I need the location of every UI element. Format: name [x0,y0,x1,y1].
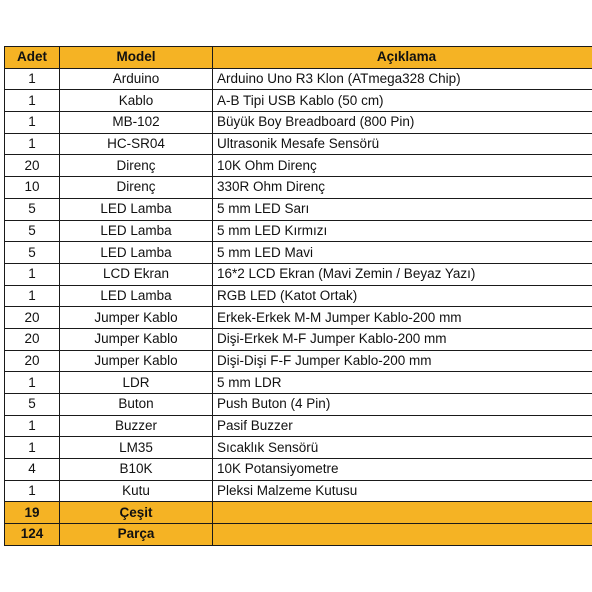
qty-cell: 10 [5,177,60,199]
parts-list-table [4,46,592,546]
table-row [5,328,592,350]
qty-cell: 5 [5,394,60,416]
table-row [5,112,592,134]
model-cell: Direnç [60,155,213,177]
table-row [5,242,592,264]
description-cell: Arduino Uno R3 Klon (ATmega328 Chip) [213,68,592,90]
qty-cell: 5 [5,242,60,264]
qty-cell: 20 [5,350,60,372]
model-cell: Direnç [60,177,213,199]
table-row [5,198,592,220]
model-cell: Kablo [60,90,213,112]
model-cell: Buzzer [60,415,213,437]
table-row [5,459,592,481]
total-qty-cell: 19 [5,502,60,524]
model-cell: Jumper Kablo [60,350,213,372]
description-cell: 5 mm LED Mavi [213,242,592,264]
total-row-pieces [5,524,592,546]
table-row [5,350,592,372]
model-cell: LED Lamba [60,220,213,242]
total-row-variety [5,502,592,524]
total-label-cell: Çeşit [60,502,213,524]
table-row [5,155,592,177]
qty-cell: 1 [5,133,60,155]
description-cell: Dişi-Erkek M-F Jumper Kablo-200 mm [213,328,592,350]
description-cell: Ultrasonik Mesafe Sensörü [213,133,592,155]
table-row [5,263,592,285]
model-cell: LCD Ekran [60,263,213,285]
table-row [5,285,592,307]
description-cell: Pleksi Malzeme Kutusu [213,480,592,502]
header-description: Açıklama [213,47,592,69]
total-blank-cell [213,524,592,546]
qty-cell: 1 [5,90,60,112]
total-qty-cell: 124 [5,524,60,546]
qty-cell: 20 [5,155,60,177]
description-cell: 5 mm LED Kırmızı [213,220,592,242]
description-cell: Sıcaklık Sensörü [213,437,592,459]
table-row [5,68,592,90]
model-cell: Buton [60,394,213,416]
table-row [5,394,592,416]
description-cell: 16*2 LCD Ekran (Mavi Zemin / Beyaz Yazı) [213,263,592,285]
qty-cell: 1 [5,372,60,394]
qty-cell: 5 [5,220,60,242]
model-cell: LDR [60,372,213,394]
qty-cell: 20 [5,307,60,329]
table-row [5,415,592,437]
model-cell: Jumper Kablo [60,307,213,329]
qty-cell: 1 [5,415,60,437]
model-cell: Kutu [60,480,213,502]
model-cell: Arduino [60,68,213,90]
model-cell: MB-102 [60,112,213,134]
table-row [5,480,592,502]
description-cell: 5 mm LDR [213,372,592,394]
table-row [5,90,592,112]
qty-cell: 1 [5,480,60,502]
table-row [5,307,592,329]
qty-cell: 1 [5,68,60,90]
description-cell: A-B Tipi USB Kablo (50 cm) [213,90,592,112]
model-cell: Jumper Kablo [60,328,213,350]
qty-cell: 1 [5,263,60,285]
qty-cell: 4 [5,459,60,481]
total-label-cell: Parça [60,524,213,546]
description-cell: 330R Ohm Direnç [213,177,592,199]
qty-cell: 20 [5,328,60,350]
model-cell: LED Lamba [60,242,213,264]
description-cell: Dişi-Dişi F-F Jumper Kablo-200 mm [213,350,592,372]
header-qty: Adet [5,47,60,69]
table-row [5,372,592,394]
model-cell: LED Lamba [60,285,213,307]
qty-cell: 1 [5,112,60,134]
table-row [5,220,592,242]
table-header-row [5,47,592,69]
header-model: Model [60,47,213,69]
model-cell: HC-SR04 [60,133,213,155]
table-row [5,177,592,199]
total-blank-cell [213,502,592,524]
description-cell: Pasif Buzzer [213,415,592,437]
model-cell: LED Lamba [60,198,213,220]
description-cell: Push Buton (4 Pin) [213,394,592,416]
description-cell: 10K Potansiyometre [213,459,592,481]
table-row [5,133,592,155]
description-cell: Erkek-Erkek M-M Jumper Kablo-200 mm [213,307,592,329]
description-cell: 10K Ohm Direnç [213,155,592,177]
model-cell: LM35 [60,437,213,459]
qty-cell: 1 [5,437,60,459]
model-cell: B10K [60,459,213,481]
qty-cell: 1 [5,285,60,307]
qty-cell: 5 [5,198,60,220]
table-row [5,437,592,459]
description-cell: Büyük Boy Breadboard (800 Pin) [213,112,592,134]
description-cell: RGB LED (Katot Ortak) [213,285,592,307]
description-cell: 5 mm LED Sarı [213,198,592,220]
